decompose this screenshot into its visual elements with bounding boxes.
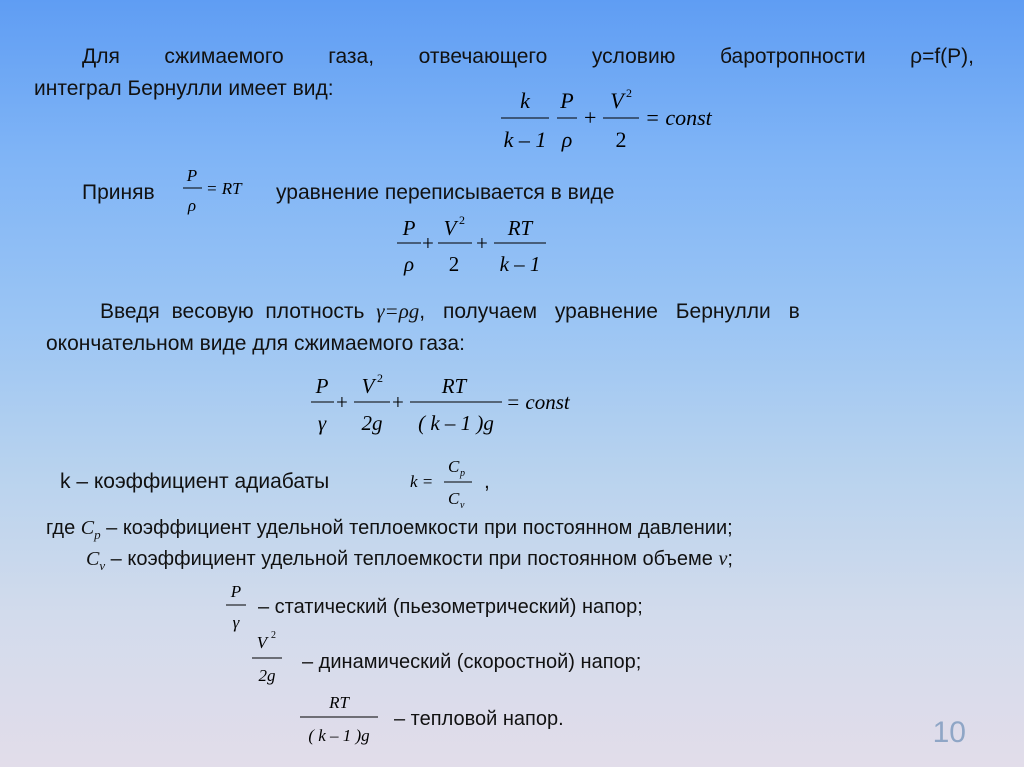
cp-symbol: C — [80, 517, 95, 539]
f4-rhs: = const — [506, 390, 570, 414]
dynamic-head-sup: 2 — [271, 630, 276, 641]
f3-frac2-sup: 2 — [459, 213, 465, 227]
f1-frac1-num: k — [520, 88, 530, 113]
static-head-num: P — [230, 582, 242, 601]
cv-subscript: v — [99, 558, 106, 573]
f5-num-sub: p — [460, 468, 465, 479]
cv-text: – коэффициент удельной теплоемкости при постоянном объеме — [105, 548, 719, 570]
cv-variable: v — [718, 548, 728, 570]
rewritten-equation — [392, 212, 562, 278]
f1-rhs: = const — [645, 105, 712, 130]
p3-math: γ=ρg — [376, 299, 420, 323]
paragraph-2-before: Приняв — [82, 181, 155, 204]
dynamic-head-den: 2g — [258, 666, 276, 685]
f4-frac3-den: ( k – 1 )g — [418, 411, 494, 435]
static-head-den: γ — [232, 613, 240, 632]
cv-end: ; — [727, 548, 733, 570]
adiabatic-coefficient-label: k – коэффициент адиабаты — [60, 470, 330, 493]
f1-plus: + — [584, 105, 597, 130]
thermal-head-den: ( k – 1 )g — [308, 726, 370, 745]
page-number: 10 — [932, 716, 966, 749]
f4-frac2-sup: 2 — [377, 371, 383, 385]
f5-lhs: k = — [410, 472, 434, 491]
f3-frac1-den: ρ — [403, 252, 415, 276]
static-head-label: – статический (пьезометрический) напор; — [258, 596, 643, 618]
thermal-head-label: – тепловой напор. — [394, 708, 564, 730]
f4-frac2-num: V — [361, 374, 375, 398]
f4-plus-1: + — [336, 390, 348, 414]
f4-frac1-den: γ — [317, 411, 327, 435]
f3-plus-2: + — [476, 231, 488, 255]
bernoulli-compressible-formula — [306, 370, 596, 438]
adiabatic-coefficient-formula — [408, 452, 488, 514]
paragraph-3-line-2: окончательном виде для сжимаемого газа: — [46, 332, 465, 355]
f1-frac3-num: V — [610, 88, 624, 113]
paragraph-1-line-2: интеграл Бернулли имеет вид: — [34, 77, 334, 100]
dynamic-head-num: V — [256, 633, 268, 652]
f1-frac3-sup: 2 — [626, 86, 632, 100]
f1-frac1-den: k – 1 — [503, 127, 547, 152]
cp-prefix: где — [46, 517, 81, 539]
f5-den: C — [448, 489, 460, 508]
f3-frac3-den: k – 1 — [499, 252, 541, 276]
thermal-head-formula — [296, 690, 386, 748]
f5-num: C — [448, 457, 460, 476]
dynamic-head-label: – динамический (скоростной) напор; — [302, 651, 642, 673]
f4-plus-2: + — [392, 390, 404, 414]
cp-subscript: p — [94, 527, 101, 542]
f4-frac2-den: 2g — [361, 411, 383, 435]
f2-num: P — [186, 166, 198, 185]
f4-frac1-num: P — [315, 374, 329, 398]
f5-den-sub: v — [460, 500, 465, 511]
cp-text: – коэффициент удельной теплоемкости при постоянном давлении; — [100, 517, 733, 539]
f3-frac1-num: P — [402, 216, 416, 240]
f1-frac2-num: P — [560, 88, 574, 113]
cp-definition — [46, 518, 733, 541]
f2-den: ρ — [187, 196, 197, 215]
p3-text-a: Введя весовую плотность — [100, 300, 377, 323]
paragraph-2-after: уравнение переписывается в виде — [276, 181, 615, 204]
paragraph-1-line-1: Для сжимаемого газа, отвечающего условию баротропности ρ=f(P), — [82, 45, 974, 68]
f4-frac3-num: RT — [441, 374, 467, 398]
cv-symbol: C — [86, 548, 100, 570]
bernoulli-integral-formula — [495, 86, 735, 156]
f3-plus-1: + — [422, 231, 434, 255]
dynamic-head-formula — [250, 628, 290, 688]
p3-text-b: , получаем уравнение Бернулли в — [419, 300, 800, 323]
cv-definition — [86, 549, 733, 572]
f3-frac2-den: 2 — [448, 252, 460, 276]
thermal-head-num: RT — [329, 693, 349, 712]
f1-frac2-den: ρ — [561, 127, 573, 152]
f2-rhs: = RT — [206, 179, 242, 198]
f3-frac3-num: RT — [507, 216, 533, 240]
f1-frac3-den: 2 — [615, 127, 627, 152]
f3-frac2-num: V — [443, 216, 457, 240]
adiabatic-comma: , — [484, 470, 490, 493]
paragraph-3-line-1 — [100, 301, 950, 322]
ideal-gas-formula — [180, 163, 270, 221]
